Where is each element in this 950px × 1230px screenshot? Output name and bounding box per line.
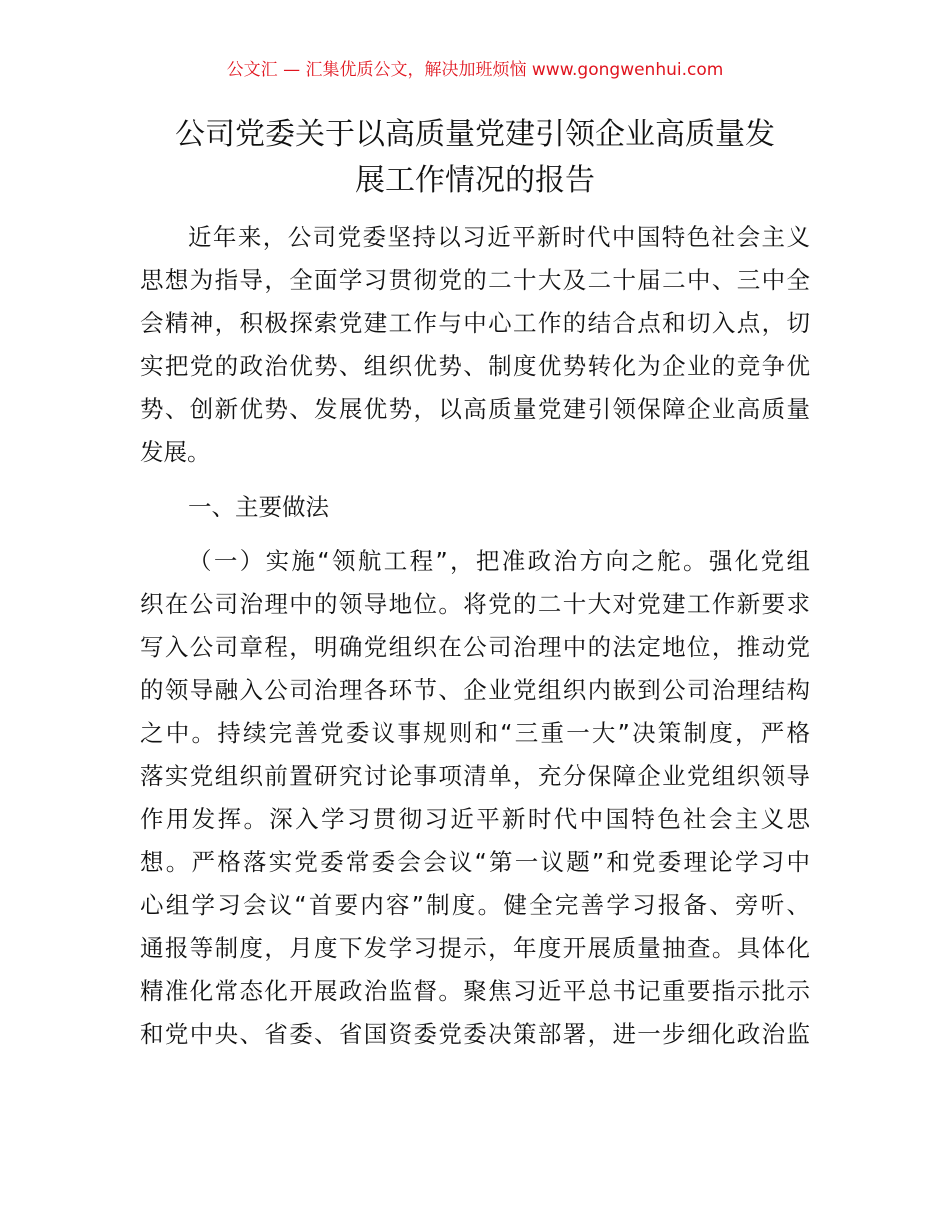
intro-paragraph-line: 实把党的政治优势、组织优势、制度优势转化为企业的竞争优: [140, 352, 810, 380]
section-heading: 一、主要做法: [188, 493, 329, 521]
section1-paragraph-line: 之中。持续完善党委议事规则和“三重一大”决策制度，严格: [140, 719, 810, 747]
section1-paragraph-line: 通报等制度，月度下发学习提示，年度开展质量抽查。具体化: [140, 934, 810, 962]
intro-paragraph-line: 近年来，公司党委坚持以习近平新时代中国特色社会主义: [188, 223, 810, 251]
intro-paragraph-line: 势、创新优势、发展优势，以高质量党建引领保障企业高质量: [140, 395, 810, 423]
section1-paragraph-line: 写入公司章程，明确党组织在公司治理中的法定地位，推动党: [140, 633, 810, 661]
section1-paragraph-line: 想。严格落实党委常委会会议“第一议题”和党委理论学习中: [140, 848, 810, 876]
section1-paragraph-line: （一）实施“领航工程”，把准政治方向之舵。强化党组: [188, 547, 810, 575]
title-line: 公司党委关于以高质量党建引领企业高质量发: [175, 117, 775, 152]
title-line: 展工作情况的报告: [355, 163, 595, 198]
section1-paragraph-line: 和党中央、省委、省国资委党委决策部署，进一步细化政治监: [140, 1020, 810, 1048]
document-title: [130, 112, 820, 204]
section1-paragraph-line: 织在公司治理中的领导地位。将党的二十大对党建工作新要求: [140, 590, 810, 618]
intro-paragraph-line: 会精神，积极探索党建工作与中心工作的结合点和切入点，切: [140, 309, 810, 337]
site-banner: 公文汇 — 汇集优质公文，解决加班烦恼 www.gongwenhui.com: [226, 60, 724, 80]
intro-paragraph-line: 发展。: [140, 438, 211, 466]
section1-paragraph-line: 精准化常态化开展政治监督。聚焦习近平总书记重要指示批示: [140, 977, 810, 1005]
intro-paragraph-line: 思想为指导，全面学习贯彻党的二十大及二十届二中、三中全: [140, 266, 810, 294]
section1-paragraph-line: 落实党组织前置研究讨论事项清单，充分保障企业党组织领导: [140, 762, 810, 790]
section1-paragraph-line: 心组学习会议“首要内容”制度。健全完善学习报备、旁听、: [140, 891, 810, 919]
section1-paragraph-line: 作用发挥。深入学习贯彻习近平新时代中国特色社会主义思: [140, 805, 810, 833]
section1-paragraph-line: 的领导融入公司治理各环节、企业党组织内嵌到公司治理结构: [140, 676, 810, 704]
